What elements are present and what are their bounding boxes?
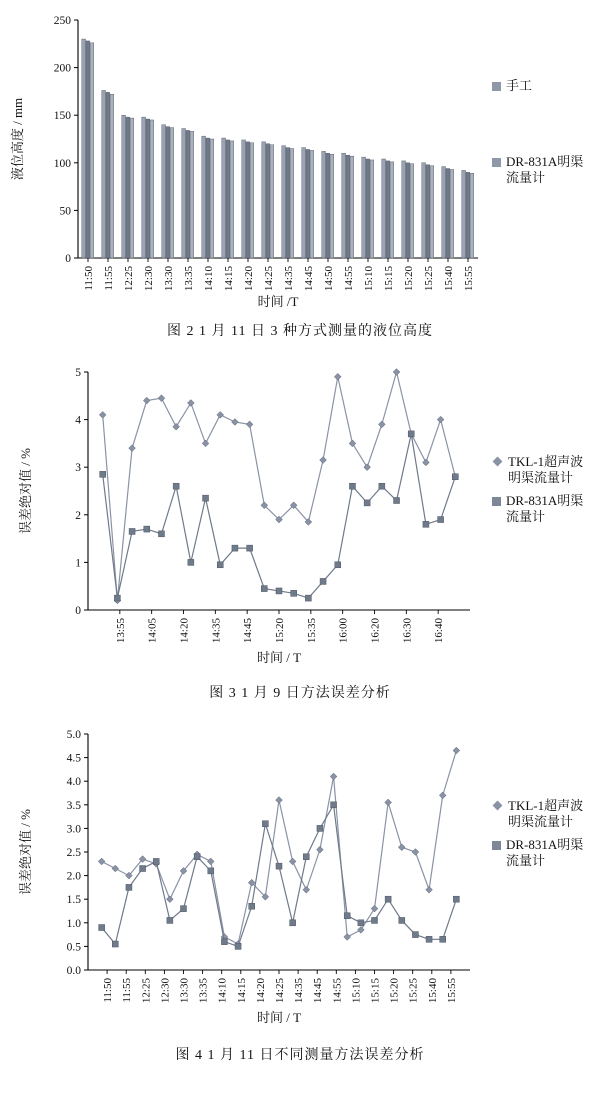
legend-label: DR-831A明渠流量计 <box>506 154 584 186</box>
y-axis-label: 液位高度 / mm <box>10 97 25 181</box>
bar <box>186 130 190 258</box>
data-point <box>276 588 282 594</box>
bar <box>210 139 214 258</box>
x-tick-label: 13:30 <box>163 266 175 292</box>
data-point <box>98 858 105 865</box>
series-line <box>102 805 457 947</box>
data-point <box>276 863 282 869</box>
data-point <box>358 920 364 926</box>
data-point <box>99 411 106 418</box>
data-point <box>364 500 370 506</box>
data-point <box>394 498 400 504</box>
data-point <box>349 440 356 447</box>
data-point <box>207 858 214 865</box>
axis-tick-label: 4.5 <box>66 752 81 765</box>
legend-item <box>492 78 532 94</box>
x-tick-label: 15:10 <box>363 266 375 292</box>
legend-label: DR-831A明渠流量计 <box>506 836 584 868</box>
legend-swatch-square-icon <box>492 82 501 91</box>
data-point <box>349 483 355 489</box>
x-tick-label: 14:35 <box>293 978 306 1004</box>
figure-4-legend <box>492 798 594 875</box>
figure-4-chart <box>0 720 600 1040</box>
x-tick-label: 14:15 <box>235 978 248 1004</box>
legend-label: TKL-1超声波明渠流量计 <box>508 798 584 830</box>
data-point <box>114 595 120 601</box>
figure-4-svg <box>0 720 600 1040</box>
x-tick-label: 14:45 <box>312 978 325 1004</box>
x-tick-label: 11:50 <box>83 266 95 291</box>
figure-2-chart <box>0 6 600 316</box>
data-point <box>385 799 392 806</box>
axis-tick-label: 2.5 <box>66 847 81 859</box>
bar <box>126 117 130 258</box>
bar <box>106 92 110 258</box>
data-point <box>126 884 132 890</box>
axis-tick-label: 50 <box>59 205 71 218</box>
axis-tick-label: 1.5 <box>66 894 81 907</box>
axis-tick-label: 150 <box>53 110 71 123</box>
x-tick-label: 16:20 <box>369 618 382 644</box>
legend-label: DR-831A明渠流量计 <box>506 492 584 524</box>
axis-tick-label: 5 <box>75 367 81 379</box>
bar <box>170 128 174 258</box>
legend-swatch-square-icon <box>492 841 501 850</box>
bar <box>402 161 406 258</box>
legend-item <box>492 837 594 870</box>
bar <box>266 144 270 258</box>
data-point <box>290 920 296 926</box>
data-point <box>440 936 446 942</box>
bar <box>442 167 446 258</box>
data-point <box>364 464 371 471</box>
data-point <box>203 495 209 501</box>
data-point <box>173 423 180 430</box>
data-point <box>221 939 227 945</box>
x-tick-label: 14:55 <box>331 978 344 1004</box>
bar <box>362 157 366 258</box>
bar <box>450 169 454 258</box>
x-tick-label: 15:20 <box>403 266 415 292</box>
bar <box>466 172 470 258</box>
figure-3-legend <box>492 454 594 531</box>
figure-2-legend-2 <box>492 154 592 193</box>
x-tick-label: 14:20 <box>254 978 267 1004</box>
x-tick-label: 15:35 <box>305 618 318 644</box>
bar <box>426 165 430 258</box>
x-tick-label: 12:25 <box>140 978 153 1004</box>
x-tick-label: 15:55 <box>445 978 458 1004</box>
bar <box>330 154 334 258</box>
data-point <box>99 925 105 931</box>
x-tick-label: 14:45 <box>303 266 315 292</box>
data-point <box>166 896 173 903</box>
bar <box>366 159 370 258</box>
bar <box>350 156 354 258</box>
axis-tick-label: 2 <box>75 509 81 522</box>
figure-4 <box>0 720 600 1064</box>
bar <box>166 127 170 258</box>
x-axis-label: 时间 /T <box>257 294 299 309</box>
legend-swatch-square-icon <box>492 497 501 506</box>
data-point <box>246 421 253 428</box>
data-point <box>452 474 458 480</box>
axis-tick-label: 0.0 <box>66 965 81 977</box>
figure-4-caption: 图 4 1 月 11 日不同测量方法误差分析 <box>175 1048 425 1063</box>
data-point <box>357 926 364 933</box>
data-point <box>289 858 296 865</box>
data-point <box>305 595 311 601</box>
data-point <box>408 431 414 437</box>
data-point <box>187 400 194 407</box>
bar <box>290 149 294 258</box>
bar <box>282 146 286 258</box>
data-point <box>330 773 337 780</box>
axis-tick-label: 3.0 <box>66 823 81 836</box>
axis-tick-label: 3.5 <box>66 799 81 812</box>
bar <box>162 125 166 258</box>
x-tick-label: 14:35 <box>210 618 223 644</box>
bar <box>90 43 94 258</box>
bar <box>82 39 86 258</box>
data-point <box>453 896 459 902</box>
figure-2 <box>0 0 600 340</box>
x-tick-label: 13:30 <box>178 978 191 1004</box>
data-point <box>112 941 118 947</box>
data-point <box>385 896 391 902</box>
data-point <box>261 586 267 592</box>
data-point <box>158 531 164 537</box>
x-tick-label: 16:30 <box>401 618 414 644</box>
bar <box>130 118 134 258</box>
axis-tick-label: 3 <box>75 462 81 475</box>
data-point <box>208 868 214 874</box>
legend-item <box>492 493 594 526</box>
figure-3-caption: 图 3 1 月 9 日方法误差分析 <box>209 686 391 701</box>
data-point <box>453 747 460 754</box>
axis-tick-label: 200 <box>53 62 71 75</box>
bar <box>410 164 414 258</box>
bar <box>242 140 246 258</box>
x-tick-label: 15:40 <box>443 266 455 292</box>
bar <box>322 151 326 258</box>
bar <box>142 117 146 258</box>
x-tick-label: 15:20 <box>274 618 286 644</box>
bar <box>470 173 474 258</box>
legend-swatch-square-icon <box>492 158 501 167</box>
bar <box>462 170 466 258</box>
x-tick-label: 14:35 <box>283 266 295 292</box>
legend-item <box>492 454 594 487</box>
bar <box>150 120 154 258</box>
x-tick-label: 14:20 <box>178 618 191 644</box>
x-tick-label: 12:30 <box>143 266 155 292</box>
x-tick-label: 13:35 <box>197 978 210 1004</box>
x-tick-label: 14:10 <box>216 978 229 1004</box>
data-point <box>439 792 446 799</box>
data-point <box>372 917 378 923</box>
bar <box>222 138 226 258</box>
data-point <box>129 445 136 452</box>
series-line <box>103 372 456 600</box>
data-point <box>371 905 378 912</box>
x-axis-label: 时间 / T <box>256 650 302 665</box>
x-tick-label: 11:50 <box>102 978 115 1003</box>
data-point <box>317 846 324 853</box>
bar <box>182 129 186 258</box>
data-point <box>232 419 239 426</box>
data-point <box>317 825 323 831</box>
bar <box>146 119 150 258</box>
x-tick-label: 14:15 <box>223 266 235 292</box>
axis-tick-label: 0.5 <box>66 941 81 954</box>
data-point <box>291 590 297 596</box>
x-tick-label: 13:55 <box>114 618 127 644</box>
legend-swatch-diamond-icon <box>492 456 503 467</box>
data-point <box>426 936 432 942</box>
bar <box>370 160 374 258</box>
data-point <box>129 528 135 534</box>
x-tick-label: 15:40 <box>426 978 439 1004</box>
x-tick-label: 15:55 <box>463 266 475 292</box>
bar <box>122 115 126 258</box>
x-tick-label: 12:30 <box>159 978 172 1004</box>
data-point <box>276 797 283 804</box>
y-axis-label: 误差绝对值 / % <box>18 448 33 534</box>
bar <box>382 159 386 258</box>
data-point <box>100 471 106 477</box>
x-tick-label: 16:00 <box>337 618 350 644</box>
bar <box>226 140 230 258</box>
data-point <box>426 886 433 893</box>
x-tick-label: 15:15 <box>383 266 395 292</box>
bar <box>86 41 90 258</box>
axis-tick-label: 2.0 <box>66 870 81 883</box>
data-point <box>320 578 326 584</box>
data-point <box>344 913 350 919</box>
data-point <box>143 397 150 404</box>
x-tick-label: 14:55 <box>343 266 355 292</box>
x-tick-label: 14:50 <box>323 266 335 292</box>
bar <box>386 161 390 258</box>
bar <box>102 90 106 258</box>
bar <box>286 148 290 258</box>
x-tick-label: 14:25 <box>263 266 275 292</box>
x-tick-label: 12:25 <box>123 266 135 292</box>
y-axis-label: 误差绝对值 / % <box>18 809 33 895</box>
data-point <box>181 906 187 912</box>
axis-tick-label: 0 <box>75 605 81 617</box>
legend-swatch-diamond-icon <box>492 800 503 811</box>
bar <box>342 153 346 258</box>
legend-label: 手工 <box>506 78 533 93</box>
axis-tick-label: 100 <box>53 157 71 170</box>
data-point <box>393 369 400 376</box>
x-tick-label: 15:20 <box>388 978 401 1004</box>
data-point <box>158 395 165 402</box>
data-point <box>331 802 337 808</box>
x-tick-label: 15:10 <box>350 978 363 1004</box>
data-point <box>173 483 179 489</box>
figure-3-chart <box>0 358 600 678</box>
bar <box>230 141 234 258</box>
data-point <box>188 559 194 565</box>
bar <box>110 94 114 258</box>
data-point <box>167 917 173 923</box>
data-point <box>217 411 224 418</box>
data-point <box>334 373 341 380</box>
bar <box>406 163 410 258</box>
x-tick-label: 11:55 <box>103 266 115 291</box>
x-tick-label: 14:05 <box>146 618 159 644</box>
data-point <box>247 545 253 551</box>
data-point <box>303 886 310 893</box>
data-point <box>398 844 405 851</box>
data-point <box>217 562 223 568</box>
bar <box>326 153 330 258</box>
data-point <box>153 858 159 864</box>
x-tick-label: 15:25 <box>407 978 420 1004</box>
data-point <box>112 865 119 872</box>
data-point <box>232 545 238 551</box>
data-point <box>423 521 429 527</box>
data-point <box>249 903 255 909</box>
bar <box>346 155 350 258</box>
bar <box>190 131 194 258</box>
x-tick-label: 14:45 <box>242 618 255 644</box>
data-point <box>412 932 418 938</box>
axis-tick-label: 4.0 <box>66 776 81 789</box>
data-point <box>378 421 385 428</box>
axis-tick-label: 1 <box>75 557 81 570</box>
x-axis-label: 时间 / T <box>256 1010 302 1025</box>
data-point <box>140 866 146 872</box>
bar <box>446 169 450 258</box>
bar <box>302 148 306 258</box>
bar <box>390 162 394 258</box>
x-tick-label: 14:25 <box>274 978 286 1004</box>
data-point <box>303 854 309 860</box>
x-tick-label: 13:35 <box>183 266 195 292</box>
data-point <box>202 440 209 447</box>
axis-tick-label: 250 <box>53 15 71 27</box>
x-tick-label: 15:15 <box>369 978 382 1004</box>
bar <box>202 136 206 258</box>
figure-2-legend <box>492 78 532 100</box>
axis-tick-label: 4 <box>75 414 81 427</box>
bar <box>306 149 310 258</box>
data-point <box>412 849 419 856</box>
bar <box>270 145 274 258</box>
data-point <box>344 934 351 941</box>
x-tick-label: 11:55 <box>121 978 134 1003</box>
legend-label: TKL-1超声波明渠流量计 <box>508 454 584 486</box>
data-point <box>235 943 241 949</box>
figure-2-caption: 图 2 1 月 11 日 3 种方式测量的液位高度 <box>167 324 433 339</box>
bar <box>246 142 250 258</box>
figure-3 <box>0 358 600 702</box>
legend-item <box>492 798 594 831</box>
data-point <box>262 821 268 827</box>
data-point <box>335 562 341 568</box>
data-point <box>320 457 327 464</box>
bar <box>262 142 266 258</box>
x-tick-label: 16:40 <box>433 618 446 644</box>
bar <box>310 150 314 258</box>
data-point <box>194 854 200 860</box>
data-point <box>438 517 444 523</box>
bar <box>430 166 434 258</box>
data-point <box>144 526 150 532</box>
x-tick-label: 14:20 <box>243 266 255 292</box>
data-point <box>437 416 444 423</box>
legend-item <box>492 154 592 187</box>
bar <box>422 163 426 258</box>
x-tick-label: 14:10 <box>203 266 215 292</box>
axis-tick-label: 1.0 <box>66 917 81 930</box>
bar <box>250 143 254 258</box>
data-point <box>399 917 405 923</box>
x-tick-label: 15:25 <box>423 266 435 292</box>
data-point <box>423 459 430 466</box>
axis-tick-label: 5.0 <box>66 729 81 741</box>
bar <box>206 138 210 258</box>
axis-tick-label: 0 <box>65 253 71 265</box>
data-point <box>379 483 385 489</box>
